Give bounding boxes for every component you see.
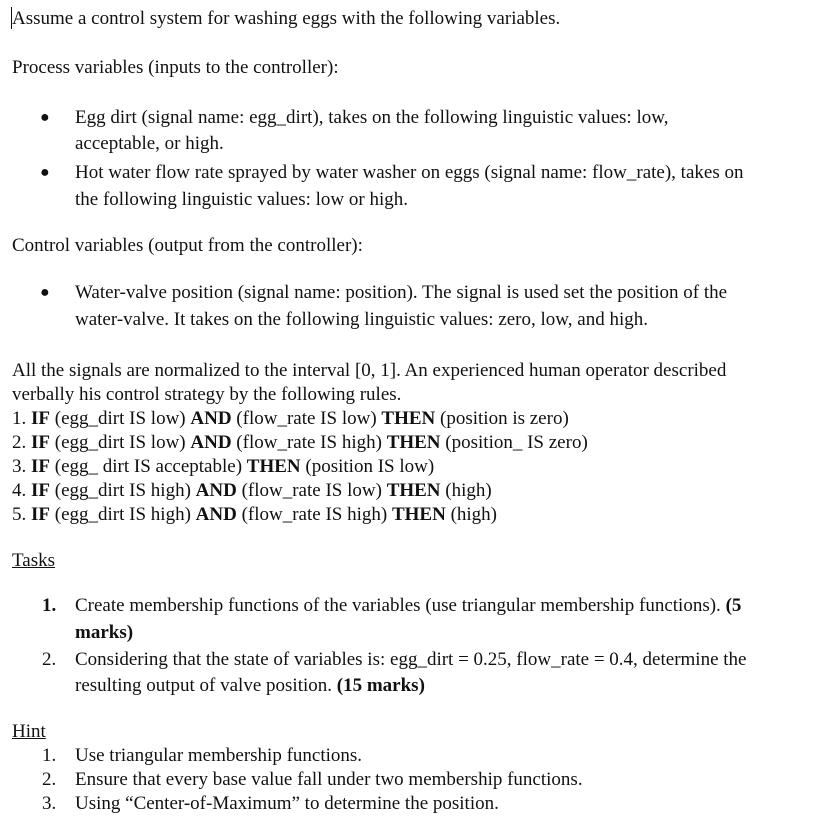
- rule-4: 4. IF (egg_dirt IS high) AND (flow_rate IS low) THEN (high): [12, 480, 492, 501]
- task-2-number: 2.: [42, 649, 57, 670]
- rule-1: 1. IF (egg_dirt IS low) AND (flow_rate IS low) THEN (position is zero): [12, 408, 569, 429]
- tasks-heading: Tasks: [12, 550, 56, 571]
- task-2-line2: resulting output of valve position. (15 marks): [75, 675, 425, 696]
- hint-heading: Hint: [12, 721, 46, 742]
- control-heading: Control variables (output from the controller):: [12, 235, 363, 256]
- signals-line-2: verbally his control strategy by the following rules.: [12, 384, 402, 405]
- bullet-icon: ●: [40, 164, 50, 181]
- signals-line-1: All the signals are normalized to the interval [0, 1]. An experienced human operator described: [12, 360, 727, 381]
- task-2-line1: Considering that the state of variables is: egg_dirt = 0.25, flow_rate = 0.4, determine the: [75, 649, 747, 670]
- intro-text: Assume a control system for washing eggs with the following variables.: [12, 8, 561, 29]
- hint-1-number: 1.: [42, 745, 57, 766]
- control-bullet-1-line1: Water-valve position (signal name: position). The signal is used set the position of the: [75, 282, 728, 303]
- rule-3: 3. IF (egg_ dirt IS acceptable) THEN (position IS low): [12, 456, 435, 477]
- bullet-icon: ●: [40, 109, 50, 126]
- hint-2-number: 2.: [42, 769, 57, 790]
- process-heading: Process variables (inputs to the controller):: [12, 57, 339, 78]
- process-bullet-2-line1: Hot water flow rate sprayed by water washer on eggs (signal name: flow_rate), takes on: [75, 162, 744, 183]
- hint-3-text: Using “Center-of-Maximum” to determine the position.: [75, 793, 499, 814]
- rule-2: 2. IF (egg_dirt IS low) AND (flow_rate IS high) THEN (position_ IS zero): [12, 432, 588, 453]
- process-bullet-1-line1: Egg dirt (signal name: egg_dirt), takes on the following linguistic values: low,: [75, 107, 669, 128]
- control-bullet-1-line2: water-valve. It takes on the following linguistic values: zero, low, and high.: [75, 309, 648, 330]
- process-bullet-2-line2: the following linguistic values: low or high.: [75, 189, 408, 210]
- task-1-number: 1.: [42, 595, 57, 616]
- bullet-icon: ●: [40, 284, 50, 301]
- process-bullet-1-line2: acceptable, or high.: [75, 133, 224, 154]
- hint-3-number: 3.: [42, 793, 57, 814]
- rule-5: 5. IF (egg_dirt IS high) AND (flow_rate IS high) THEN (high): [12, 504, 498, 525]
- task-1-line1: Create membership functions of the variables (use triangular membership functions). (5: [75, 595, 742, 616]
- hint-1-text: Use triangular membership functions.: [75, 745, 363, 766]
- task-1-line2: marks): [75, 622, 134, 643]
- hint-2-text: Ensure that every base value fall under two membership functions.: [75, 769, 583, 790]
